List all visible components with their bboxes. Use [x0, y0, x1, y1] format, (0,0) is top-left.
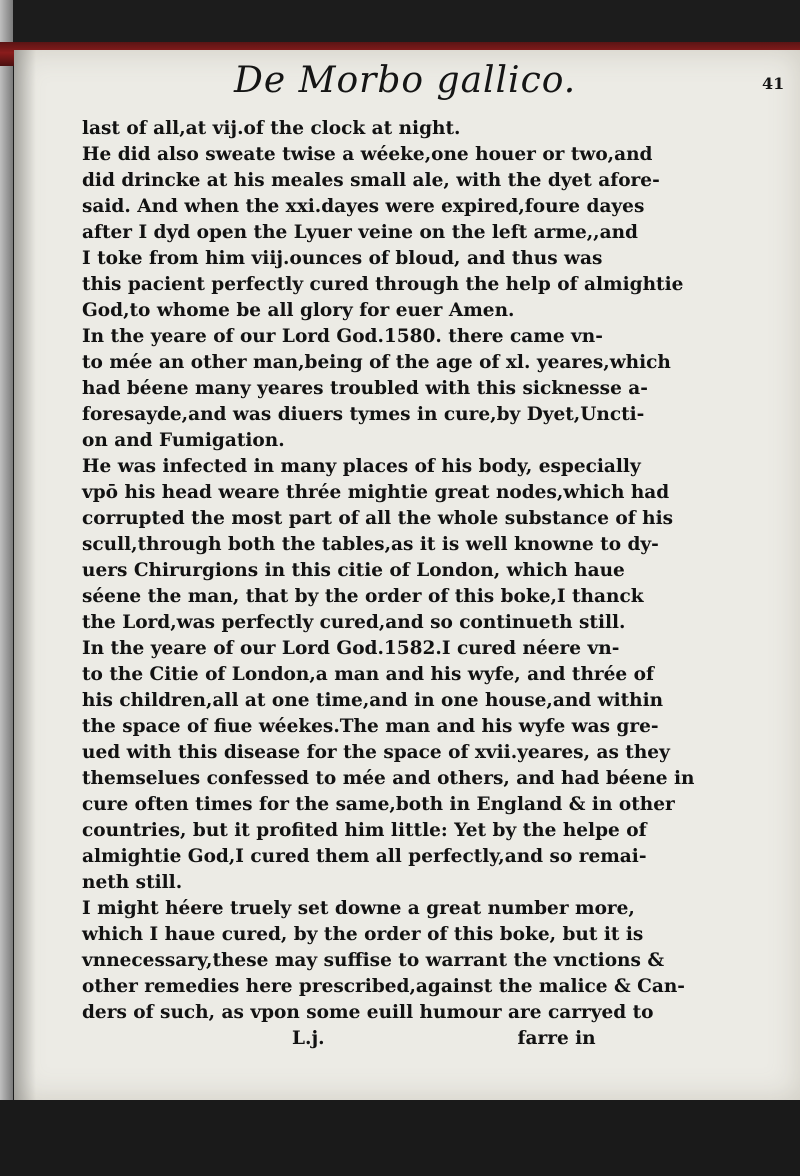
text-line: vnnecessary,these may suffise to warrant the vnctions &	[82, 950, 665, 971]
catchword: farre in	[517, 1028, 596, 1049]
page-title: De Morbo gallico.	[234, 60, 577, 101]
text-line: which I haue cured, by the order of this boke, but it is	[82, 924, 644, 945]
text-line: uers Chirurgions in this citie of London, which haue	[82, 560, 625, 581]
text-line: said. And when the xxi.dayes were expired,foure dayes	[82, 196, 645, 217]
catchline	[82, 1026, 758, 1052]
text-line: almightie God,I cured them all perfectly,and so remai-	[82, 846, 647, 867]
text-line: In the yeare of our Lord God.1580. there came vn-	[82, 326, 603, 347]
text-line: the space of fiue wéekes.The man and his wyfe was gre-	[82, 716, 659, 737]
text-line: had béene many yeares troubled with this sicknesse a-	[82, 378, 648, 399]
text-line: He did also sweate twise a wéeke,one houer or two,and	[82, 144, 653, 165]
gutter-shadow	[14, 50, 36, 1100]
text-line: foresayde,and was diuers tymes in cure,by Dyet,Uncti-	[82, 404, 645, 425]
text-line: countries, but it profited him little: Yet by the helpe of	[82, 820, 647, 841]
text-line: vpō his head weare thrée mightie great nodes,which had	[82, 482, 670, 503]
text-line: to the Citie of London,a man and his wyfe, and thrée of	[82, 664, 654, 685]
text-line: on and Fumigation.	[82, 430, 285, 451]
signature-mark: L.j.	[292, 1028, 325, 1049]
text-line: cure often times for the same,both in England & in other	[82, 794, 675, 815]
background-dark	[0, 1100, 800, 1176]
text-line: séene the man, that by the order of this boke,I thanck	[82, 586, 644, 607]
text-line: his children,all at one time,and in one house,and within	[82, 690, 664, 711]
text-line: this pacient perfectly cured through the help of almightie	[82, 274, 684, 295]
text-line: scull,through both the tables,as it is well knowne to dy-	[82, 534, 659, 555]
page-number: 41	[762, 74, 785, 93]
text-line: ders of such, as vpon some euill humour are carryed to	[82, 1002, 654, 1023]
text-line: neth still.	[82, 872, 183, 893]
text-line: themselues confessed to mée and others, and had béene in	[82, 768, 695, 789]
binding-edge	[0, 0, 13, 1176]
text-line: corrupted the most part of all the whole substance of his	[82, 508, 674, 529]
text-line: God,to whome be all glory for euer Amen.	[82, 300, 515, 321]
text-line: after I dyd open the Lyuer veine on the left arme,,and	[82, 222, 638, 243]
text-line: In the yeare of our Lord God.1582.I cured néere vn-	[82, 638, 620, 659]
text-line: I might héere truely set downe a great number more,	[82, 898, 635, 919]
text-line: did drincke at his meales small ale, with the dyet afore-	[82, 170, 660, 191]
text-line: ued with this disease for the space of xvii.yeares, as they	[82, 742, 670, 763]
text-line: other remedies here prescribed,against the malice & Can-	[82, 976, 685, 997]
text-line: last of all,at vij.of the clock at night.	[82, 118, 461, 139]
text-line: the Lord,was perfectly cured,and so continueth still.	[82, 612, 626, 633]
text-line: to mée an other man,being of the age of xl. yeares,which	[82, 352, 671, 373]
running-head	[14, 52, 800, 112]
text-line: He was infected in many places of his body, especially	[82, 456, 641, 477]
body-text	[82, 116, 758, 1052]
text-line: I toke from him viij.ounces of bloud, and thus was	[82, 248, 603, 269]
